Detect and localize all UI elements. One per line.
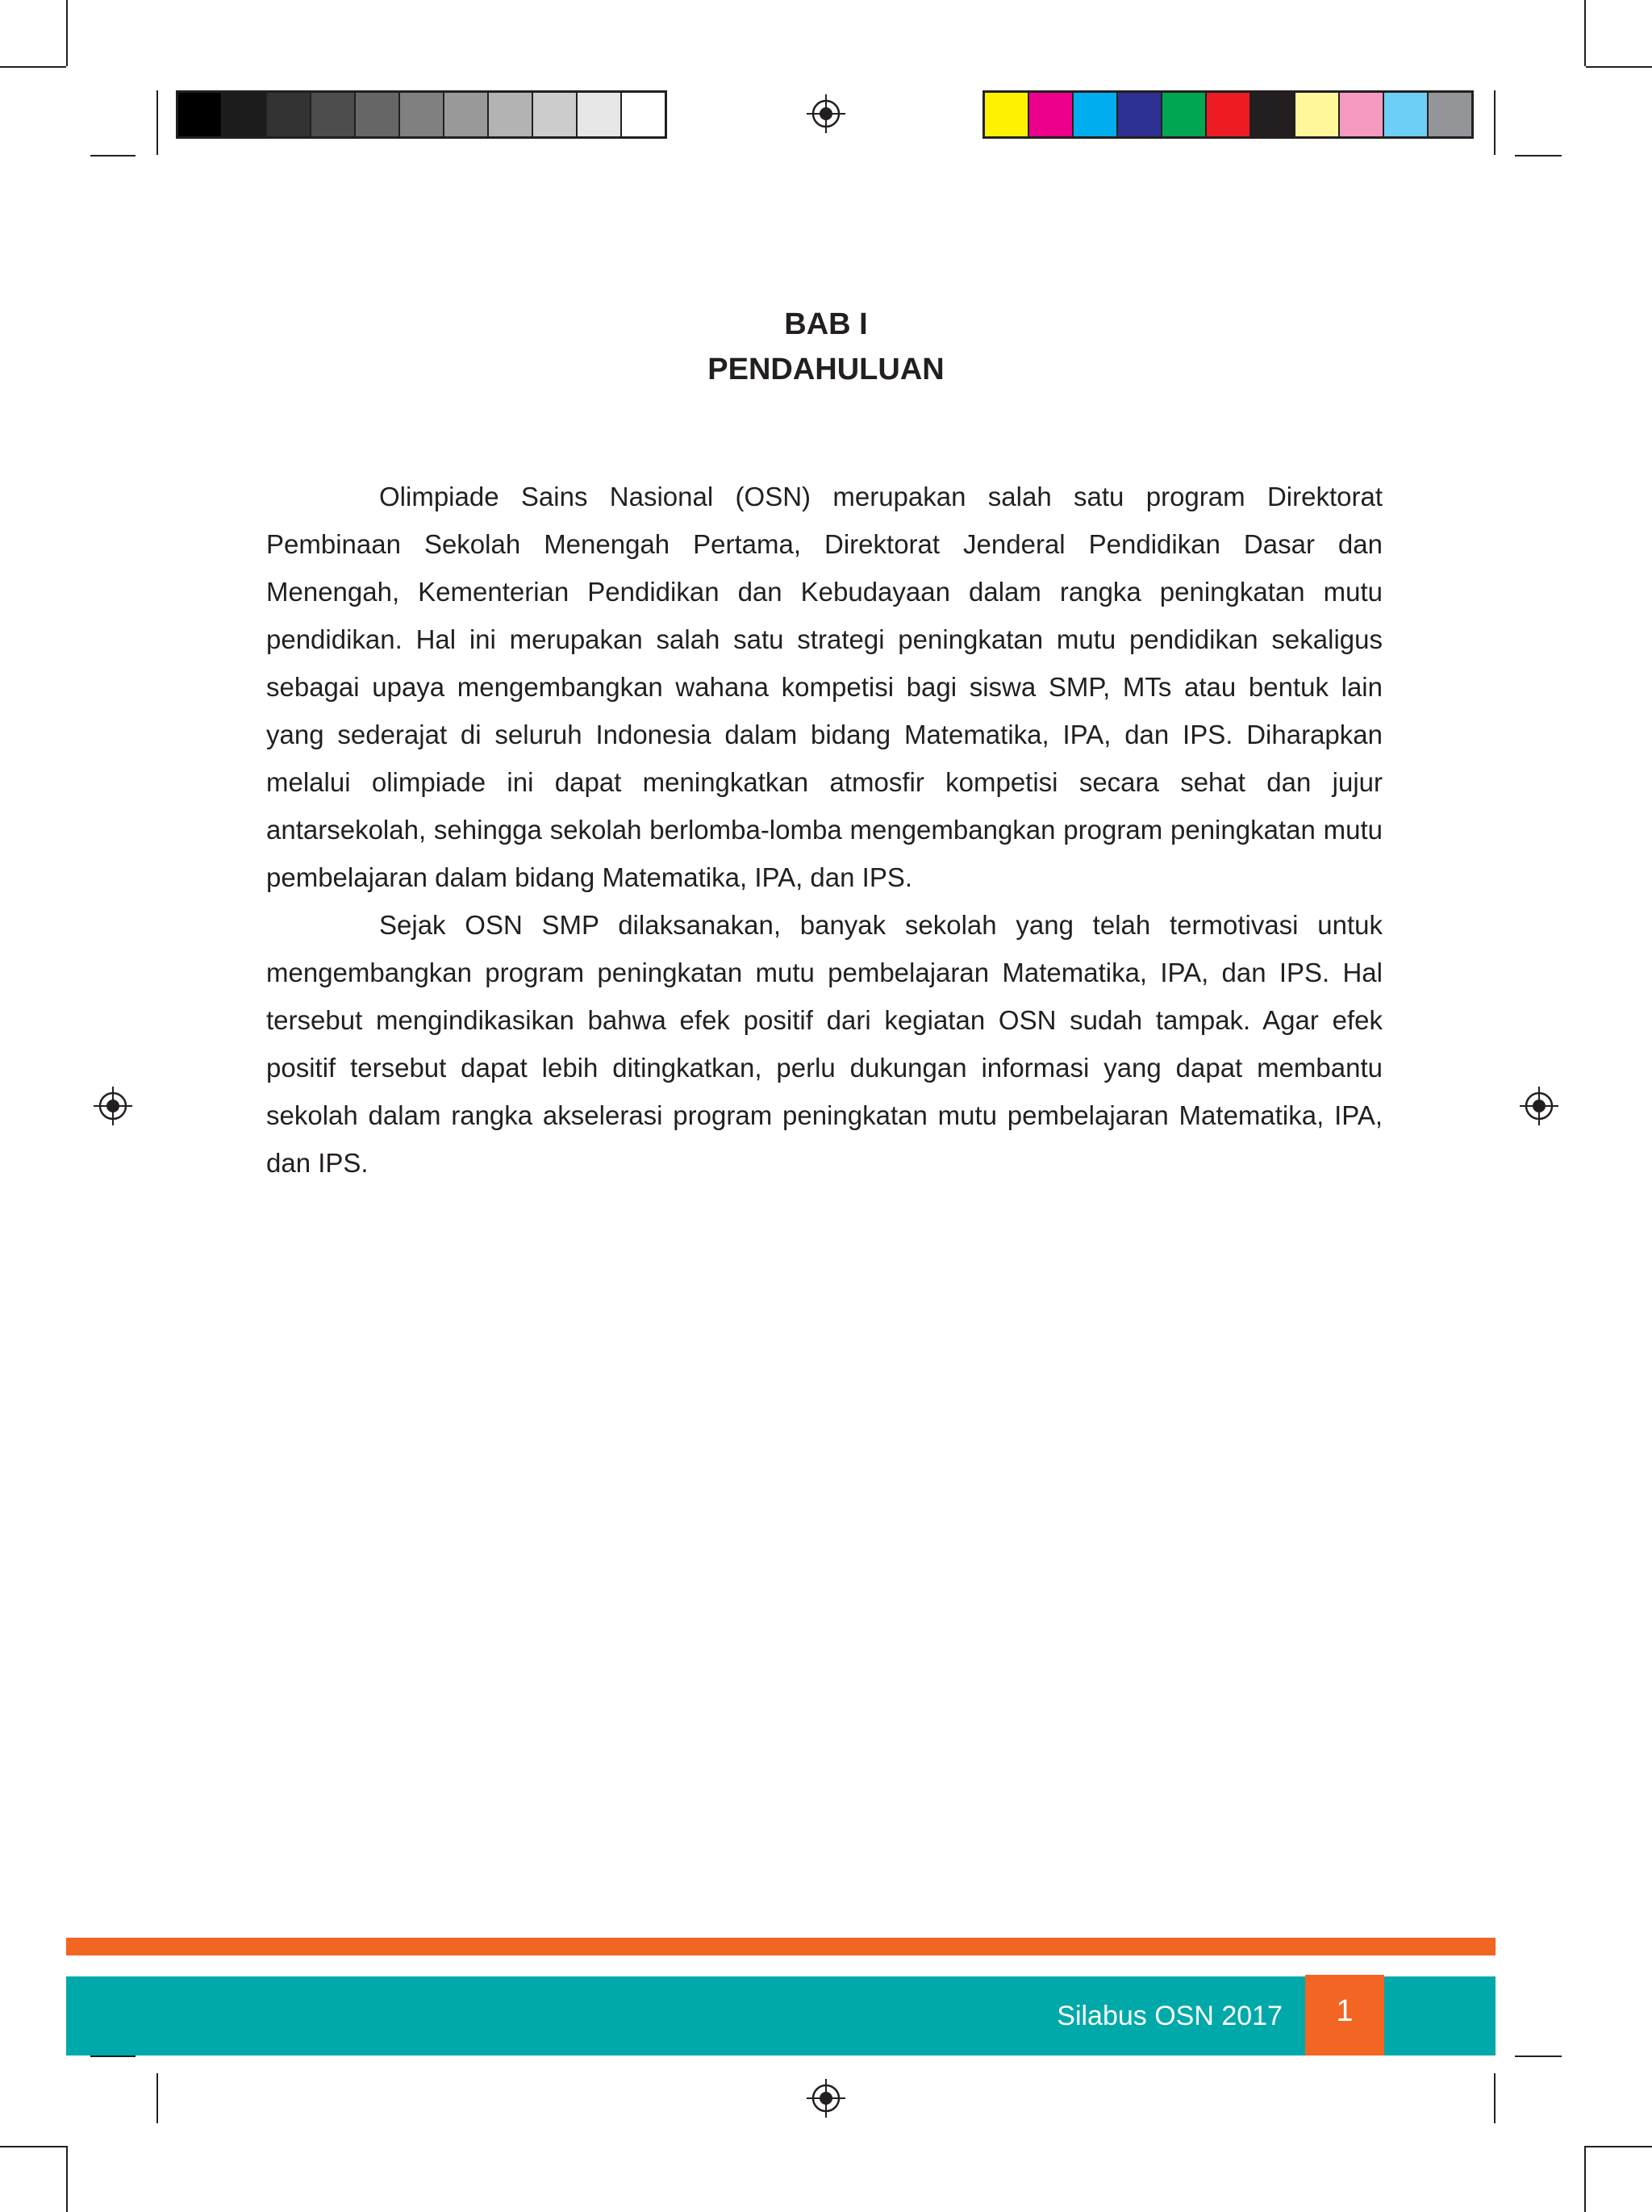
footer-title: Silabus OSN 2017 xyxy=(1057,2001,1283,2031)
registration-mark-icon xyxy=(94,1087,132,1125)
crop-mark xyxy=(1494,2073,1496,2123)
crop-mark xyxy=(0,2146,66,2147)
color-swatch xyxy=(178,93,221,136)
crop-mark xyxy=(66,0,68,66)
crop-mark xyxy=(1515,155,1562,157)
color-swatch xyxy=(576,93,620,136)
crop-mark xyxy=(156,90,158,155)
color-swatch xyxy=(310,93,354,136)
chapter-number: BAB I xyxy=(784,307,868,341)
registration-mark-icon xyxy=(807,94,845,133)
color-swatch xyxy=(1161,93,1205,136)
color-swatch xyxy=(1072,93,1116,136)
color-swatch xyxy=(1028,93,1072,136)
body-text xyxy=(266,473,1383,1187)
crop-mark xyxy=(90,155,136,157)
crop-mark xyxy=(1586,66,1652,68)
crop-mark xyxy=(90,2055,136,2057)
registration-mark-icon xyxy=(1520,1087,1558,1125)
crop-mark xyxy=(1494,90,1496,155)
color-swatch xyxy=(1427,93,1471,136)
crop-mark xyxy=(0,66,66,68)
crop-mark xyxy=(1584,0,1586,66)
paragraph: Olimpiade Sains Nasional (OSN) merupakan salah satu program Direktorat Pembinaan Sekolah Menengah Pertama, Direktorat Jenderal Pendidikan Dasar dan Menengah, Kementerian Pendidikan dan Kebudayaan dalam rangka peningkatan mutu pendidikan. Hal ini merupakan salah satu strategi peningkatan mutu pendidikan sekaligus sebagai upaya mengembangkan wahana kompetisi bagi siswa SMP, MTs atau bentuk lain yang sederajat di seluruh Indonesia dalam bidang Matematika, IPA, dan IPS. Diharapkan melalui olimpiade ini dapat meningkatkan atmosfir kompetisi secara sehat dan jujur antarsekolah, sehingga sekolah berlomba-lomba mengembangkan program peningkatan mutu pembelajaran dalam bidang Matematika, IPA, dan IPS. xyxy=(266,482,1383,892)
color-swatch xyxy=(487,93,532,136)
color-swatch xyxy=(354,93,398,136)
crop-mark xyxy=(1515,2055,1562,2057)
crop-mark xyxy=(156,2073,158,2123)
color-swatch xyxy=(1294,93,1338,136)
crop-mark xyxy=(66,2146,68,2212)
color-swatch xyxy=(532,93,576,136)
color-swatch xyxy=(1116,93,1161,136)
color-swatch xyxy=(443,93,487,136)
page-number: 1 xyxy=(1305,1975,1384,2055)
color-swatch xyxy=(398,93,443,136)
color-swatch xyxy=(1383,93,1427,136)
color-swatch xyxy=(1249,93,1294,136)
process-color-bar xyxy=(982,90,1474,139)
grayscale-color-bar xyxy=(176,90,667,139)
crop-mark xyxy=(1586,2146,1652,2147)
color-swatch xyxy=(620,93,665,136)
footer-orange-rule xyxy=(66,1938,1496,1955)
registration-mark-icon xyxy=(807,2079,845,2118)
color-swatch xyxy=(985,93,1028,136)
paragraph: Sejak OSN SMP dilaksanakan, banyak sekolah yang telah termotivasi untuk mengembangkan program peningkatan mutu pembelajaran Matematika, IPA, dan IPS. Hal tersebut mengindikasikan bahwa efek positif dari kegiatan OSN sudah tampak. Agar efek positif tersebut dapat lebih ditingkatkan, perlu dukungan informasi yang dapat membantu sekolah dalam rangka akselerasi program peningkatan mutu pembelajaran Matematika, IPA, dan IPS. xyxy=(266,910,1383,1178)
color-swatch xyxy=(265,93,310,136)
crop-mark xyxy=(1584,2146,1586,2212)
chapter-title: PENDAHULUAN xyxy=(707,353,945,386)
color-swatch xyxy=(1338,93,1383,136)
color-swatch xyxy=(1205,93,1249,136)
color-swatch xyxy=(221,93,265,136)
